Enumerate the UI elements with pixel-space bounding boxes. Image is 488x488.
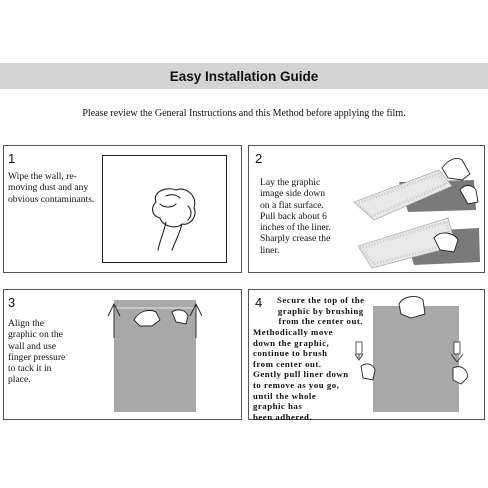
step-1-panel <box>3 145 242 273</box>
step-1-text: Wipe the wall, re- moving dust and any obvious contaminants. <box>8 171 95 205</box>
step-1-number: 1 <box>8 151 16 166</box>
step-2-text: Lay the graphic image side down on a flat surface. Pull back about 6 inches of the liner. Sharply crease the liner. <box>260 177 331 256</box>
step-3-text: Align the graphic on the wall and use finger pressure to tack it in place. <box>8 318 66 386</box>
step-2-panel <box>248 145 485 273</box>
title-banner <box>0 63 488 89</box>
step-4-number: 4 <box>255 295 263 310</box>
step-2-number: 2 <box>255 151 263 166</box>
wiping-hand-icon <box>142 182 202 252</box>
page-title: Easy Installation Guide <box>169 68 319 84</box>
brush-graphic-illustration <box>353 292 473 418</box>
page-subtitle: Please review the General Instructions and this Method before applying the film. <box>82 108 406 119</box>
step-3-panel <box>3 289 242 420</box>
liner-peel-illustration <box>344 150 484 268</box>
step-4-panel <box>248 289 485 420</box>
step-4-text-top: Secure the top of the graphic by brushing from the center out. <box>277 295 365 327</box>
tack-graphic-illustration <box>104 294 214 416</box>
step-3-number: 3 <box>8 295 16 310</box>
step-4-text-bottom: Methodically move down the graphic, continue to brush from center out. Gently pull liner down to remove as you go, until the whole graphic has been adhered. <box>253 327 349 422</box>
